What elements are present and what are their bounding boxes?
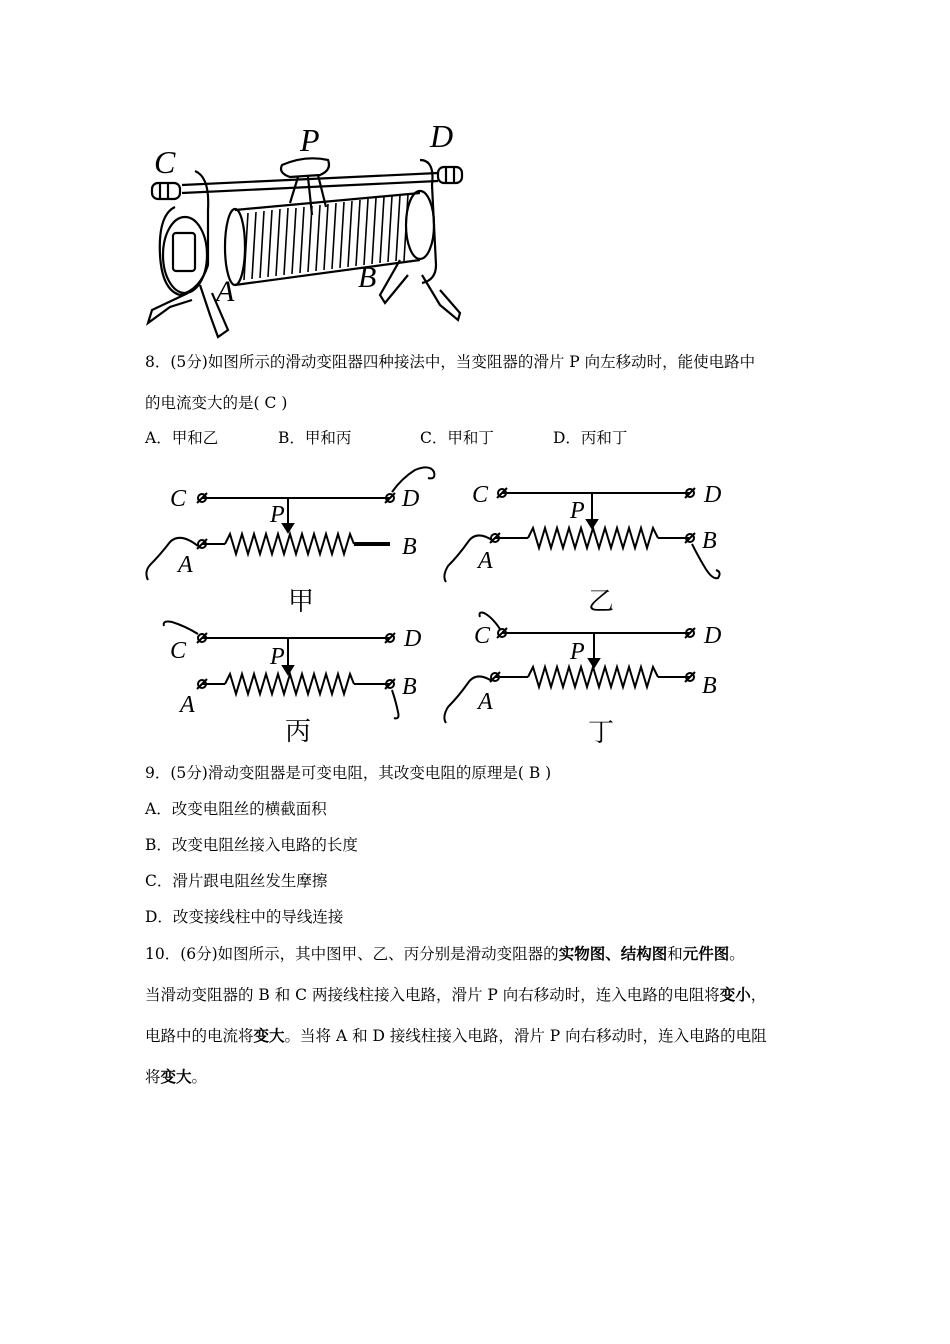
ding-c: C <box>474 623 491 649</box>
q10-line3: 电路中的电流将变大。当将 A 和 D 接线柱接入电路，滑片 P 向右移动时，连入电路的电阻 <box>145 1026 767 1045</box>
yi-b: B <box>702 528 717 554</box>
ding-a: A <box>478 689 493 715</box>
q9-answer: B <box>528 764 541 782</box>
q8-option-b: B．甲和丙 <box>278 429 352 447</box>
q10-answer-3: 元件图 <box>682 944 730 963</box>
ding-d: D <box>704 623 722 649</box>
ding-b: B <box>702 673 717 699</box>
q9-stem: 9．(5分)滑动变阻器是可变电阻，其改变电阻的原理是( B ) <box>145 764 552 782</box>
bing-b: B <box>402 674 417 700</box>
q8-stem-line1: 8．(5分)如图所示的滑动变阻器四种接法中，当变阻器的滑片 P 向左移动时，能使电路中 <box>145 353 756 371</box>
jia-a: A <box>178 552 193 578</box>
q8-option-d: D．丙和丁 <box>553 429 628 447</box>
terminal-a-label: A <box>216 275 235 308</box>
q8-answer: C <box>264 394 277 412</box>
bing-d: D <box>404 626 422 652</box>
q10-answer-1: 实物图 <box>558 944 606 963</box>
jia-p: P <box>270 502 285 528</box>
q10-answer-2: 结构图 <box>620 944 668 963</box>
q9-option-a: A．改变电阻丝的横截面积 <box>145 800 327 818</box>
yi-c: C <box>472 482 489 508</box>
yi-d: D <box>704 482 722 508</box>
circuit-ding <box>440 605 740 750</box>
q10-answer-6: 变大 <box>160 1067 192 1086</box>
jia-caption: 甲 <box>288 587 315 617</box>
slider-p-label: P <box>300 122 320 158</box>
q8-option-c: C．甲和丁 <box>420 429 494 447</box>
rheostat-illustration <box>140 115 480 345</box>
terminal-d-label: D <box>430 118 454 154</box>
jia-b: B <box>402 534 417 560</box>
bing-c: C <box>170 638 187 664</box>
yi-caption: 乙 <box>588 587 615 617</box>
q10-line1: 10．(6分)如图所示，其中图甲、乙、丙分别是滑动变阻器的实物图、结构图和元件图。 <box>145 944 745 963</box>
q10-line2: 当滑动变阻器的 B 和 C 两接线柱接入电路，滑片 P 向右移动时，连入电路的电阻将变小， <box>145 985 767 1004</box>
terminal-b-label: B <box>358 261 377 294</box>
bing-a: A <box>180 692 195 718</box>
bing-caption: 丙 <box>285 717 312 747</box>
yi-a: A <box>478 548 493 574</box>
q9-option-d: D．改变接线柱中的导线连接 <box>145 908 344 926</box>
q9-option-c: C．滑片跟电阻丝发生摩擦 <box>145 872 328 890</box>
circuit-jia <box>140 460 440 620</box>
q10-line4: 将变大。 <box>145 1067 208 1086</box>
q8-option-a: A．甲和乙 <box>145 429 219 447</box>
q9-option-b: B．改变电阻丝接入电路的长度 <box>145 836 358 854</box>
terminal-c-label: C <box>154 144 176 180</box>
ding-caption: 丁 <box>588 718 615 748</box>
bing-p: P <box>270 644 285 670</box>
q10-answer-4: 变小 <box>719 985 751 1004</box>
ding-p: P <box>570 639 585 665</box>
jia-d: D <box>402 486 420 512</box>
q8-stem-line2: 的电流变大的是( C ) <box>145 394 288 412</box>
yi-p: P <box>570 498 585 524</box>
circuit-bing <box>140 612 440 752</box>
q10-answer-5: 变大 <box>253 1026 285 1045</box>
circuit-yi <box>440 460 740 620</box>
jia-c: C <box>170 486 187 512</box>
